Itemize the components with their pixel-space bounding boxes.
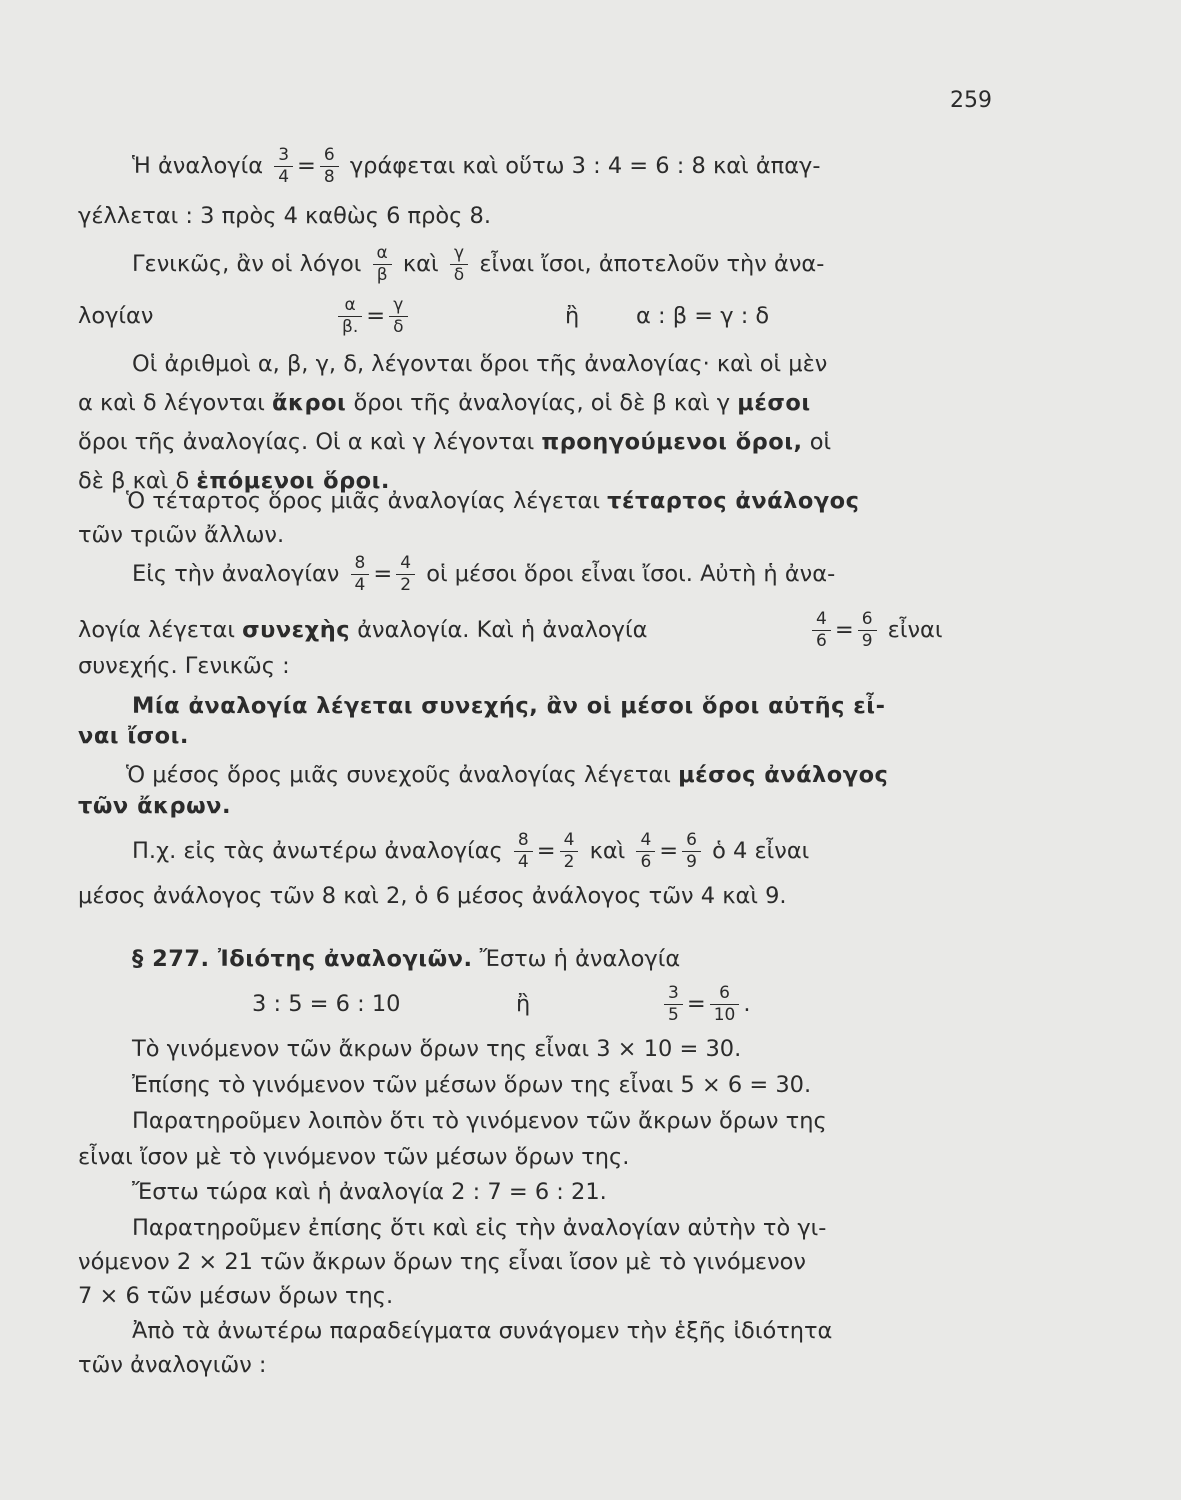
body-line: εἶναι ἴσον μὲ τὸ γινόμενον τῶν μέσων ὅρων της. bbox=[78, 1144, 630, 1170]
equals: = bbox=[686, 991, 706, 1017]
fraction: $\frac{4}{6}$ bbox=[636, 832, 655, 871]
equals: = bbox=[834, 617, 854, 643]
p1-line2: γέλλεται : 3 πρὸς 4 καθὼς 6 πρὸς 8. bbox=[78, 203, 491, 229]
body-line: Ἐπίσης τὸ γινόμενον τῶν μέσων ὅρων της εἶναι 5 × 6 = 30. bbox=[132, 1072, 812, 1098]
p3-line4: δὲ β καὶ δ ἑπόμενοι ὅροι. bbox=[78, 468, 390, 494]
fraction: $\frac{4}{2}$ bbox=[560, 832, 579, 871]
p5-line1: Εἰς τὴν ἀναλογίαν $\frac{8}{4}$ = $\frac{4}{2}$ οἱ μέσοι ὅροι εἶναι ἴσοι. Αὐτὴ ἡ ἀνα- bbox=[132, 553, 836, 595]
fraction: $\frac{3}{5}$ bbox=[664, 985, 683, 1024]
p3-line3: ὅροι τῆς ἀναλογίας. Οἱ α καὶ γ λέγονται προηγούμενοι ὅροι, οἱ bbox=[78, 429, 832, 455]
p2-line2-word: λογίαν bbox=[78, 303, 154, 329]
p5-line2-formula: $\frac{4}{6}$ = $\frac{6}{9}$ εἶναι bbox=[808, 610, 942, 650]
or-word: ἢ bbox=[516, 991, 531, 1017]
fraction: $\frac{6}{9}$ bbox=[682, 832, 701, 871]
p5-line2: λογία λέγεται συνεχὴς ἀναλογία. Καὶ ἡ ἀναλογία bbox=[78, 617, 648, 643]
fraction: $\frac{4}{6}$ bbox=[812, 611, 831, 650]
fraction: $\frac{6}{10}$ bbox=[710, 985, 740, 1024]
text: γράφεται καὶ οὕτω 3 : 4 = 6 : 8 καὶ ἀπαγ- bbox=[349, 153, 821, 179]
p4-line1: Ὁ τέταρτος ὅρος μιᾶς ἀναλογίας λέγεται τέταρτος ἀνάλογος bbox=[126, 488, 860, 514]
p2-line2-formula bbox=[334, 296, 412, 336]
p5-line3: συνεχής. Γενικῶς : bbox=[78, 653, 290, 679]
body-line: Ἀπὸ τὰ ἀνωτέρω παραδείγματα συνάγομεν τὴν ἑξῆς ἰδιότητα bbox=[132, 1318, 833, 1344]
term-bold: μέσος ἀνάλογος bbox=[678, 762, 889, 788]
or-word: ἢ bbox=[565, 303, 580, 329]
body-line: νόμενον 2 × 21 τῶν ἄκρων ὅρων της εἶναι ἴσον μὲ τὸ γινόμενον bbox=[78, 1249, 806, 1275]
ratio: α : β = γ : δ bbox=[636, 303, 770, 329]
p7-line1: Ὁ μέσος ὅρος μιᾶς συνεχοῦς ἀναλογίας λέγεται μέσος ἀνάλογος bbox=[126, 762, 889, 788]
text: Ἡ ἀναλογία bbox=[132, 153, 264, 179]
fraction: $\frac{3}{4}$ bbox=[274, 147, 293, 186]
section-heading: § 277. Ἰδιότης ἀναλογιῶν. bbox=[132, 946, 473, 972]
term-bold: προηγούμενοι ὅροι, bbox=[541, 429, 803, 455]
p3-line1: Οἱ ἀριθμοὶ α, β, γ, δ, λέγονται ὅροι τῆς ἀναλογίας· καὶ οἱ μὲν bbox=[132, 351, 828, 377]
section-heading-line bbox=[132, 939, 680, 979]
equals: = bbox=[659, 838, 679, 864]
p8-line2: μέσος ἀνάλογος τῶν 8 καὶ 2, ὁ 6 μέσος ἀνάλογος τῶν 4 καὶ 9. bbox=[78, 883, 787, 909]
term-bold: ἄκροι bbox=[272, 390, 347, 416]
equals: = bbox=[297, 153, 316, 179]
term-bold: τέταρτος ἀνάλογος bbox=[607, 488, 860, 514]
fraction: $\frac{6}{8}$ bbox=[320, 147, 339, 186]
text: Γενικῶς, ἂν οἱ λόγοι bbox=[132, 251, 362, 277]
p8-line1: Π.χ. εἰς τὰς ἀνωτέρω ἀναλογίας $\frac{8}{4}$ = $\frac{4}{2}$ καὶ $\frac{4}{6}$ = $\frac{6}{9}$ ὁ 4 εἶναι bbox=[132, 830, 810, 872]
fraction: $\frac{\alpha}{\beta.}$ bbox=[338, 297, 362, 336]
fraction: $\frac{\alpha}{\beta}$ bbox=[373, 245, 392, 284]
body-line: Ἔστω τώρα καὶ ἡ ἀναλογία 2 : 7 = 6 : 21. bbox=[132, 1179, 607, 1205]
fraction: $\frac{8}{4}$ bbox=[351, 555, 370, 594]
term-bold: ἑπόμενοι ὅροι. bbox=[196, 468, 390, 494]
fraction: $\frac{\gamma}{\delta}$ bbox=[450, 245, 468, 284]
body-line: τῶν ἀναλογιῶν : bbox=[78, 1352, 267, 1378]
fraction: $\frac{8}{4}$ bbox=[514, 832, 533, 871]
section-ratio: 3 : 5 = 6 : 10 bbox=[252, 991, 401, 1017]
fraction: $\frac{4}{2}$ bbox=[396, 555, 415, 594]
body-line: Παρατηροῦμεν λοιπὸν ὅτι τὸ γινόμενον τῶν ἄκρων ὅρων της bbox=[132, 1108, 827, 1134]
equals: = bbox=[536, 838, 556, 864]
body-line: 7 × 6 τῶν μέσων ὅρων της. bbox=[78, 1283, 394, 1309]
definition-line1: Μία ἀναλογία λέγεται συνεχής, ἂν οἱ μέσοι ὅροι αὐτῆς εἶ- bbox=[132, 693, 886, 719]
p1-line1 bbox=[132, 146, 820, 186]
p7-line2: τῶν ἄκρων. bbox=[78, 793, 232, 819]
text: καὶ bbox=[402, 251, 439, 277]
fraction: $\frac{\gamma}{\delta}$ bbox=[389, 297, 407, 336]
definition-line2: ναι ἴσοι. bbox=[78, 723, 189, 749]
p4-line2: τῶν τριῶν ἄλλων. bbox=[78, 522, 285, 548]
text: Ἔστω ἡ ἀναλογία bbox=[479, 946, 681, 972]
body-line: Παρατηροῦμεν ἐπίσης ὅτι καὶ εἰς τὴν ἀναλογίαν αὐτὴν τὸ γι- bbox=[132, 1215, 827, 1241]
p3-line2: α καὶ δ λέγονται ἄκροι ὅροι τῆς ἀναλογίας, οἱ δὲ β καὶ γ μέσοι bbox=[78, 390, 811, 416]
body-line: Τὸ γινόμενον τῶν ἄκρων ὅρων της εἶναι 3 × 10 = 30. bbox=[132, 1036, 742, 1062]
term-bold: συνεχὴς bbox=[242, 617, 351, 643]
page-number: 259 bbox=[950, 88, 992, 113]
text: εἶναι ἴσοι, ἀποτελοῦν τὴν ἀνα- bbox=[479, 251, 825, 277]
equals: = bbox=[366, 303, 386, 329]
term-bold: μέσοι bbox=[737, 390, 811, 416]
p2-line1 bbox=[132, 244, 824, 284]
section-formula: $\frac{3}{5}$ = $\frac{6}{10}$ . bbox=[660, 984, 750, 1024]
equals: = bbox=[373, 561, 393, 587]
fraction: $\frac{6}{9}$ bbox=[858, 611, 877, 650]
